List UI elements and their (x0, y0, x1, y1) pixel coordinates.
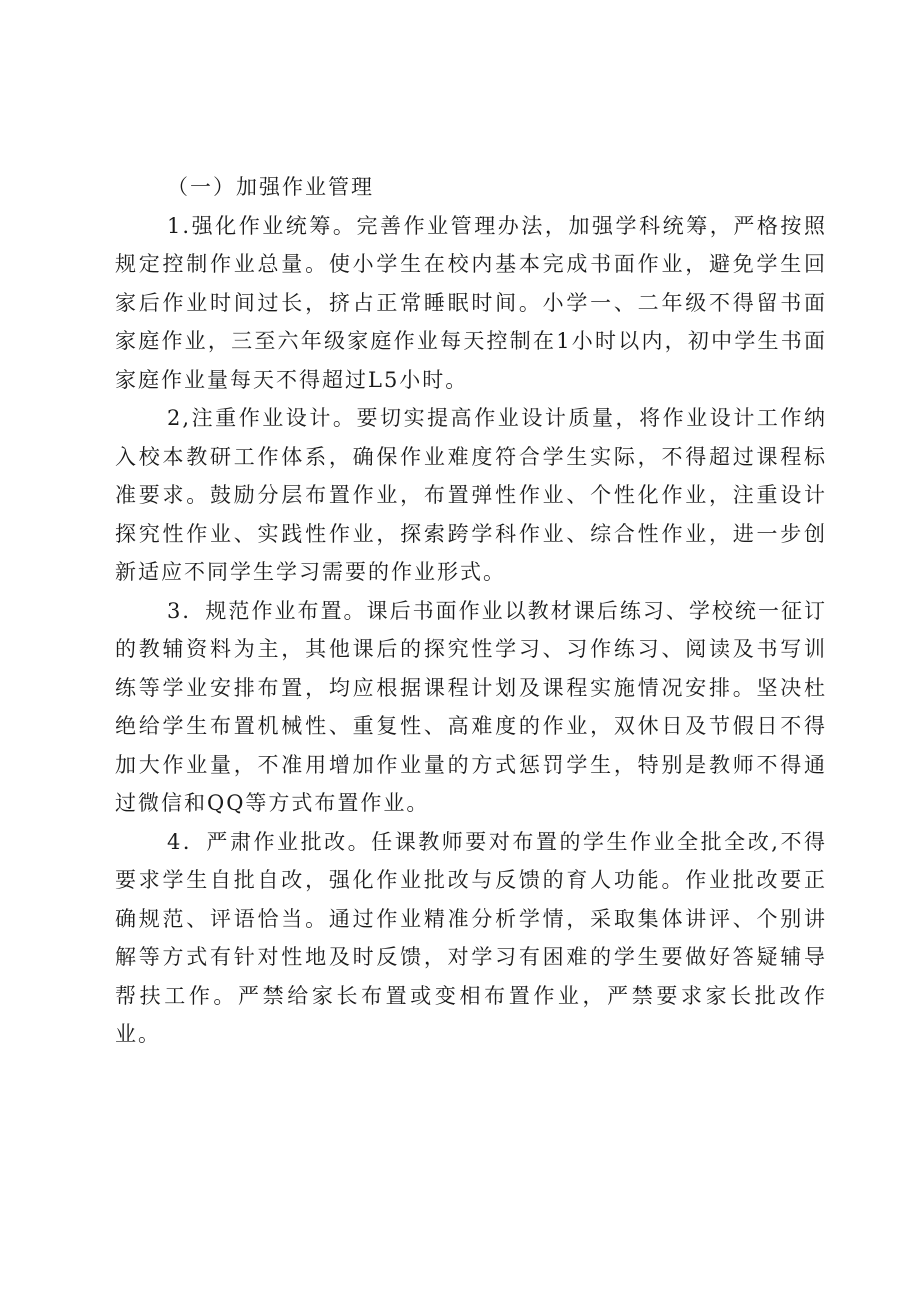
document-body (115, 168, 827, 1054)
section-heading: （一）加强作业管理 (167, 175, 374, 199)
paragraph-homework-assignment: 3．规范作业布置。课后书面作业以教材课后练习、学校统一征订的教辅资料为主，其他课后的探究性学习、习作练习、阅读及书写训练等学业安排布置，均应根据课程计划及课程实施情况安排。坚决杜绝给学生布置机械性、重复性、高难度的作业，双休日及节假日不得加大作业量，不准用增加作业量的方式惩罚学生，特别是教师不得通过微信和QQ等方式布置作业。 (115, 598, 827, 815)
paragraph-homework-grading: 4．严肃作业批改。任课教师要对布置的学生作业全批全改,不得要求学生自批自改，强化作业批改与反馈的育人功能。作业批改要正确规范、评语恰当。通过作业精准分析学情，采取集体讲评、个别讲解等方式有针对性地及时反馈，对学习有困难的学生要做好答疑辅导帮扶工作。严禁给家长布置或变相布置作业，严禁要求家长批改作业。 (115, 829, 827, 1046)
paragraph-strengthen-coordination: 1.强化作业统筹。完善作业管理办法，加强学科统筹，严格按照规定控制作业总量。使小学生在校内基本完成书面作业，避免学生回家后作业时间过长，挤占正常睡眠时间。小学一、二年级不得留书面家庭作业，三至六年级家庭作业每天控制在1小时以内，初中学生书面家庭作业量每天不得超过L5小时。 (115, 213, 827, 392)
paragraph-homework-design: 2,注重作业设计。要切实提高作业设计质量，将作业设计工作纳入校本教研工作体系，确保作业难度符合学生实际，不得超过课程标准要求。鼓励分层布置作业，布置弹性作业、个性化作业，注重设计探究性作业、实践性作业，探索跨学科作业、综合性作业，进一步创新适应不同学生学习需要的作业形式。 (115, 406, 827, 584)
